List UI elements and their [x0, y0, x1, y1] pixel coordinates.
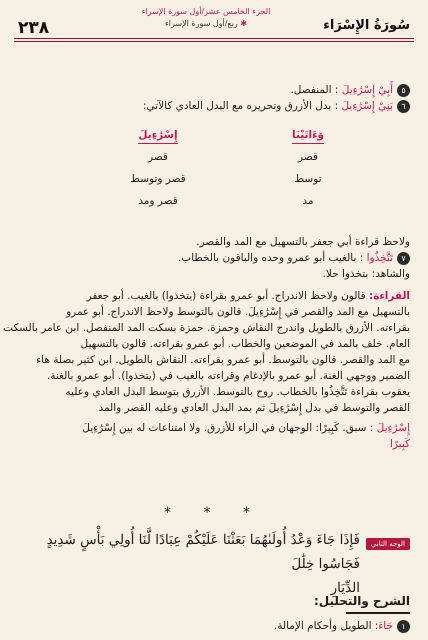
- item-text: : المنفصل.: [290, 84, 342, 96]
- qiraa-text: قالون ولاحظ الاندراج. أبو عمرو بقراءة (يتخذوا) بالغيب. أبو جعفر: [86, 290, 366, 302]
- table-cell: قصر وتوسط: [130, 173, 186, 185]
- header-center: [94, 6, 318, 30]
- page-number: ٢٣٨: [18, 18, 50, 38]
- note-line-2: [18, 436, 410, 452]
- column-header: إِسْرَٰءِيلَ: [138, 127, 177, 144]
- surah-title: سُورَةُ الإِسْرَاء: [323, 18, 410, 33]
- after-table: [3, 234, 410, 452]
- note-text: : سبق. كَبِيرًا: الوجهان في الراء للأزرق. ولا امتناعات له بين إِسْرَٰءِيلَ: [82, 422, 374, 434]
- qiraa-line: القصر والتوسط في بدل إِسْرَٰءِيلَ ثم بمد البدل العادي وعليه القصر والمد: [98, 402, 410, 414]
- table-cell: قصر: [298, 151, 318, 163]
- header-subtitle-2-text: ربع/أول سورة الإسراء: [164, 19, 238, 28]
- page-header: [14, 6, 414, 72]
- qiraa-line: بقراءته. الأزرق بالطويل واندرج النقاش وحمزة. حمزة بسكت المد المنفصل. ابن عامر بالسكت: [3, 322, 410, 334]
- header-rule-2: [14, 41, 414, 42]
- text-line: ولاحظ قراءة أبي جعفر بالتسهيل مع المد والقصر.: [196, 236, 410, 248]
- item-keyword: تَتَّخِذُوا: [366, 252, 393, 264]
- verse-tag: الوجه الثاني: [366, 538, 410, 550]
- item-keyword: بَنِيْ إِسْرَٰءِيلَ: [341, 100, 393, 112]
- item-number: ٧: [397, 252, 410, 265]
- item-text: : الطويل وأحكام الإمالة.: [273, 620, 379, 632]
- item-number: ٥: [397, 84, 410, 97]
- table-cell: قصر ومد: [138, 195, 178, 207]
- note-keyword-2: كَبِيرًا: [389, 438, 410, 450]
- header-rule: [14, 38, 414, 39]
- item-text: : بدل الأزرق وتحريره مع البدل العادي كالآتي:: [142, 100, 342, 112]
- qiraa-line: بالتسهيل مع المد والقصر في إِسْرَٰءِيلَ. قالون بالتوسط ولاحظ الاندراج. أبو عمرو: [66, 306, 410, 318]
- verse-line-2: الدِّيَارِ: [330, 580, 360, 596]
- content-body: [18, 82, 410, 114]
- item-number: ١: [397, 620, 410, 633]
- section-underline: [346, 612, 410, 614]
- table-column-1: [268, 124, 348, 212]
- section-title: الشرح والتحليل:: [313, 594, 410, 608]
- note-line: [18, 420, 410, 436]
- star-icon: ✱: [237, 19, 248, 28]
- qiraa-line: [18, 288, 410, 304]
- comparison-table: [108, 124, 348, 207]
- note-keyword: إِسْرَٰءِيلَ: [376, 422, 410, 434]
- list-item: [18, 250, 410, 266]
- verse-line-1: فَإِذَا جَاءَ وَعْدُ أُولَىٰهُمَا بَعَثْنَا عَلَيْكُمْ عِبَادًا لَّنَا أُولِي بَأْسٍ شَدِيدٍ فَجَاسُوا خِلَٰلَ: [46, 532, 360, 572]
- list-item: [18, 98, 410, 114]
- column-header: وَءَاتَيْنَا: [292, 127, 324, 144]
- list-item: [18, 618, 410, 634]
- verse-text: [18, 528, 360, 600]
- item-text: بالغيب أبو عمرو وحده والباقون بالخطاب.: [177, 252, 357, 264]
- table-cell: قصر: [148, 151, 168, 163]
- item-keyword: جَاءَ: [378, 620, 393, 632]
- qiraa-line: مع المد والقصر. قالون بالتوسط. أبو عمرو بقراءته. النقاش بالطويل. ابن كثير بصلة هاء: [36, 354, 410, 366]
- item-text: :: [356, 252, 367, 264]
- qiraa-line: العام. خلف بالمد في الموضعين والخطاب. أبو عمرو بقراءته. قالون بالتسهيل: [80, 338, 410, 350]
- header-subtitle-1: الجزء الخامس عشر/أول سورة الإسراء: [141, 7, 271, 16]
- item-keyword: أَبِيْ إِسْرَٰءِيلَ: [341, 84, 393, 96]
- item-number: ٦: [397, 100, 410, 113]
- header-subtitle-2: [94, 18, 318, 30]
- list-item: [18, 82, 410, 98]
- qiraa-label: القراءة:: [369, 290, 410, 302]
- qiraa-line: يعقوب بقراءة تَتَّخِذُوا بالخطاب. روح بالتوسط. الأزرق بتوسط البدل العادي وعليه: [65, 386, 410, 398]
- section-divider: * * *: [164, 505, 264, 521]
- text-line: والشاهد: بتخذوا حلا.: [322, 268, 410, 280]
- table-column-2: [108, 124, 208, 212]
- table-cell: مد: [302, 195, 314, 207]
- qiraa-line: الضمير ووجهي الغنة. أبو عمرو بالإدغام وقراءته بالغيب في (يتخذوا). أبو عمرو بالغنة.: [46, 370, 410, 382]
- table-cell: توسط: [294, 173, 322, 185]
